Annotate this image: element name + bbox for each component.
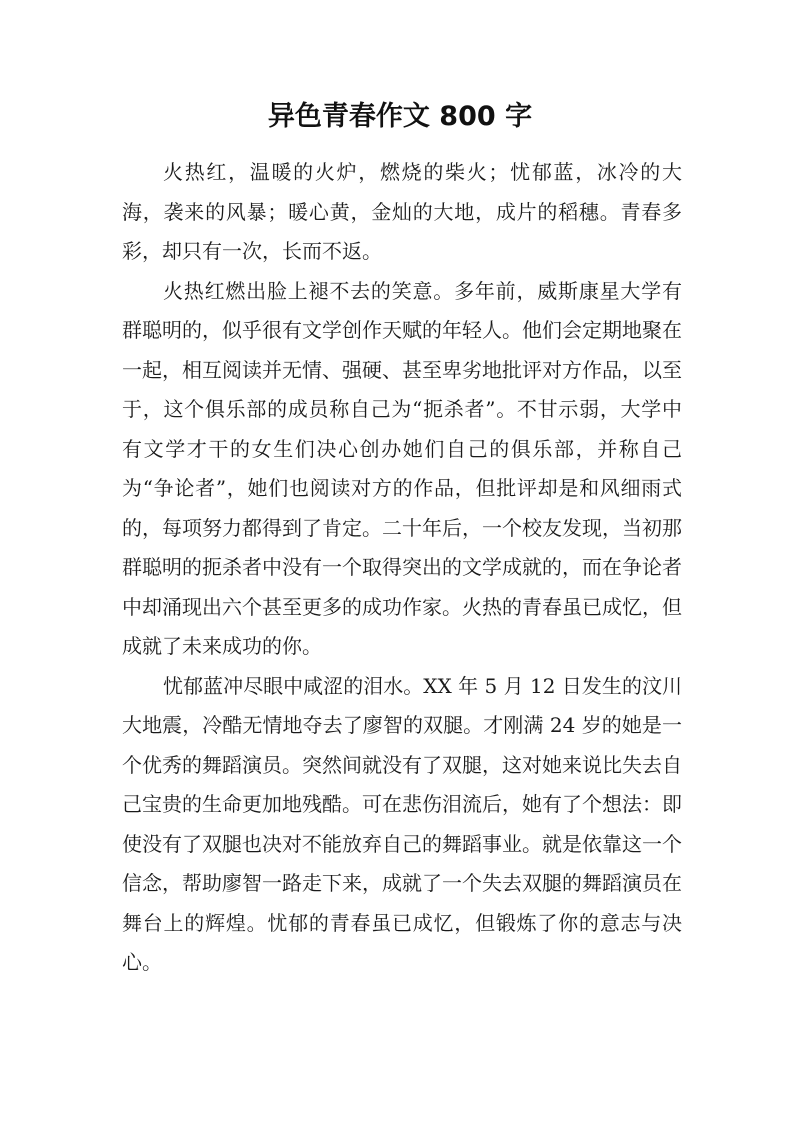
document-title: 异色青春作文 800 字 [267,101,533,132]
paragraph-1: 火热红，温暖的火炉，燃烧的柴火；忧郁蓝，冰冷的大海，袭来的风暴；暖心黄，金灿的大地，成片的稻穗。青春多彩，却只有一次，长而不返。 [122,160,682,263]
document-body [122,153,682,983]
paragraph-3: 忧郁蓝冲尽眼中咸涩的泪水。XX 年 5 月 12 日发生的汶川大地震，冷酷无情地夺去了廖智的双腿。才刚满 24 岁的她是一个优秀的舞蹈演员。突然间就没有了双腿，这对她来说比失去自己宝贵的生命更加地残酷。可在悲伤泪流后，她有了个想法：即使没有了双腿也决对不能放弃自己的舞蹈事业。就是依靠这一个信念，帮助廖智一路走下来，成就了一个失去双腿的舞蹈演员在舞台上的辉煌。忧郁的青春虽已成忆，但锻炼了你的意志与决心。 [122,673,682,974]
paragraph-2: 火热红燃出脸上褪不去的笑意。多年前，威斯康星大学有群聪明的，似乎很有文学创作天赋的年轻人。他们会定期地聚在一起，相互阅读并无情、强硬、甚至卑劣地批评对方作品，以至于，这个俱乐部的成员称自己为“扼杀者”。不甘示弱，大学中有文学才干的女生们决心创办她们自己的俱乐部，并称自己为“争论者”，她们也阅读对方的作品，但批评却是和风细雨式的，每项努力都得到了肯定。二十年后，一个校友发现，当初那群聪明的扼杀者中没有一个取得突出的文学成就的，而在争论者中却涌现出六个甚至更多的成功作家。火热的青春虽已成忆，但成就了未来成功的你。 [122,278,682,658]
